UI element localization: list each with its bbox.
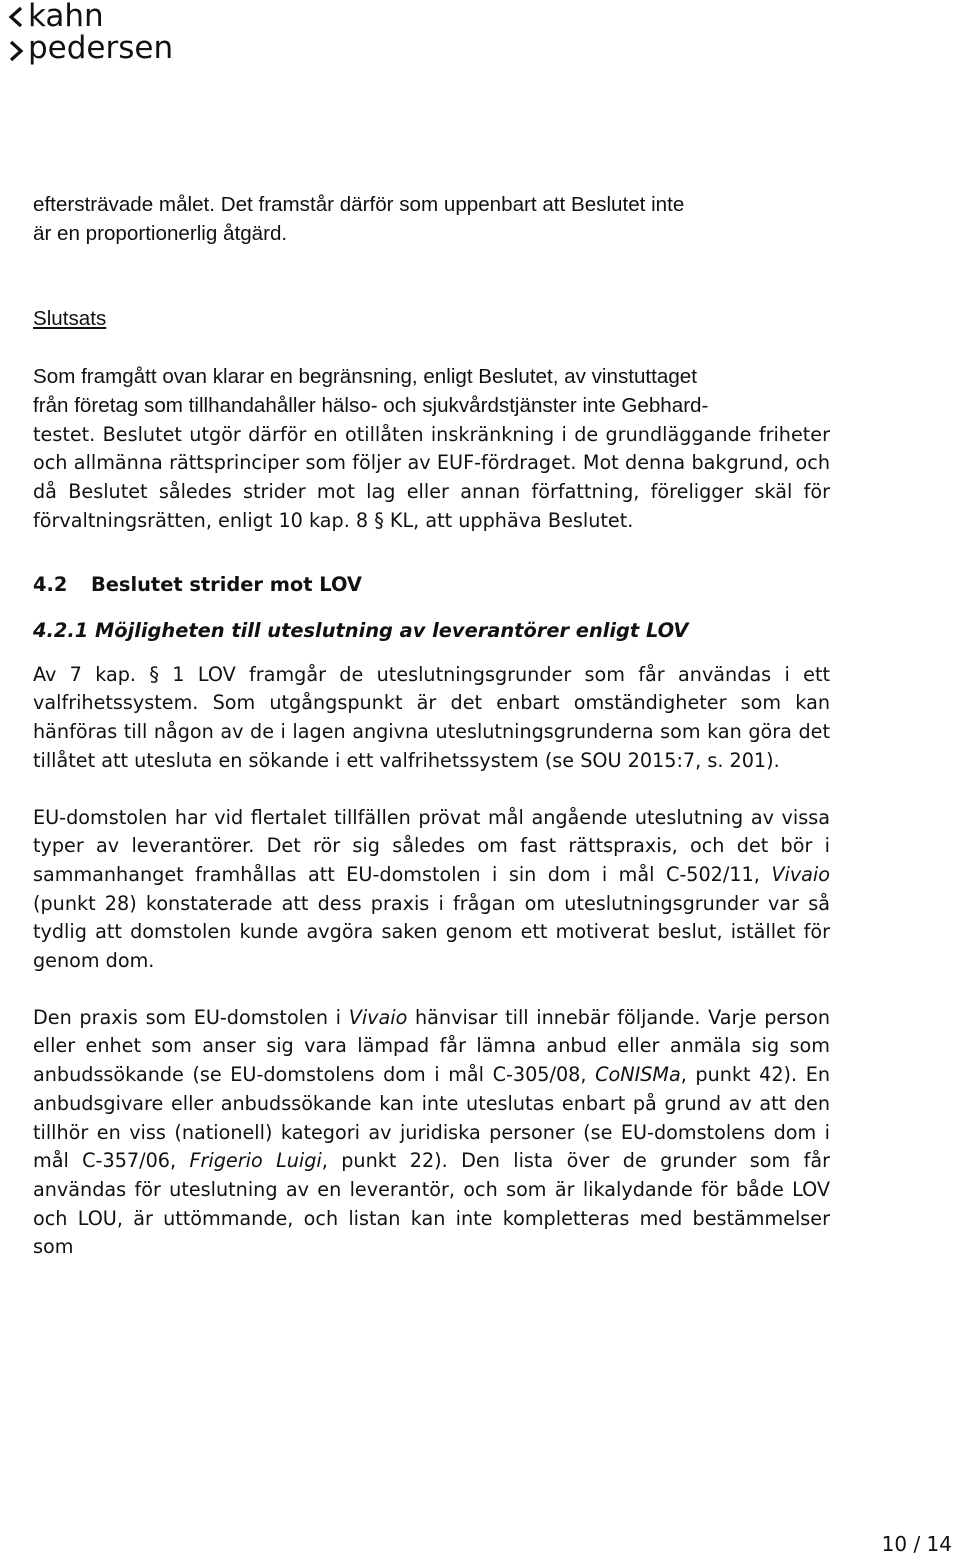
para1-line2: är en proportionerlig åtgärd.: [33, 221, 288, 245]
para2-rest: testet. Beslutet utgör därför en otillåten inskränkning i de grundläggande friheter och allmänna rättsprinciper som följer av EUF-fördraget. Mot denna bakgrund, och då Beslutet således strider mot lag eller annan författning, föreligger skäl för förvaltningsrätten, enligt 10 kap. 8 § KL, att upphäva Beslutet.: [33, 422, 830, 532]
section-heading-4-2: [33, 571, 830, 600]
paragraph-eu-court-practice: EU-domstolen har vid flertalet tillfällen prövat mål angående uteslutning av vissa typer av leverantörer. Det rör sig således om fast rättspraxis, och det bör i sammanhanget framhållas att EU-domstolen i sin dom i mål C-502/11, Vivaio (punkt 28) konstaterade att dess praxis i frågan om uteslutningsgrunder var så tydlig att domstolen kunde avgöra saken genom ett motiverat beslut, istället för genom dom.: [33, 805, 830, 973]
logo-line-2: pedersen: [28, 30, 174, 66]
subsection-heading-4-2-1: 4.2.1 Möjligheten till uteslutning av leverantörer enligt LOV: [33, 619, 689, 643]
para1-line1: eftersträvade målet. Det framstår därför som uppenbart att Beslutet inte: [33, 193, 685, 216]
page-number: 10 / 14: [881, 1532, 952, 1556]
paragraph-lov-grounds: Av 7 kap. § 1 LOV framgår de uteslutningsgrunder som får användas i ett valfrihetssystem. Som utgångspunkt är det enbart omständigheter som kan hänföras till någon av de i lagen angivna uteslutningsgrunderna som kan göra det tillåtet att utesluta en sökande i ett valfrihetssystem (se SOU 2015:7, s. 201).: [33, 662, 830, 772]
section-title: Beslutet strider mot LOV: [91, 573, 362, 597]
document-body: [33, 191, 830, 1262]
case-name-frigerio-luigi: Frigerio Luigi: [189, 1149, 322, 1173]
logo-line-1: kahn: [28, 0, 104, 34]
chevron-left-icon: [8, 6, 24, 28]
case-name-vivaio: Vivaio: [771, 862, 830, 886]
case-name-conisma: CoNISMa: [595, 1063, 681, 1087]
slutsats-heading: Slutsats: [33, 307, 107, 331]
para2-line1: Som framgått ovan klarar en begränsning, enligt Beslutet, av vinstuttaget: [33, 365, 697, 389]
section-number: 4.2: [33, 573, 68, 597]
para2-line2: från företag som tillhandahåller hälso- och sjukvårdstjänster inte Gebhard-: [33, 393, 709, 417]
paragraph-proportionality-conclusion: [33, 191, 830, 248]
paragraph-slutsats: [33, 363, 830, 535]
case-name-vivaio-2: Vivaio: [348, 1005, 408, 1029]
chevron-right-icon: [8, 40, 24, 62]
paragraph-vivaio-praxis: Den praxis som EU-domstolen i Vivaio hänvisar till innebär följande. Varje person eller enhet som anser sig vara lämpad får lämna anbud eller anmäla sig som anbudssökande (se EU-domstolens dom i mål C-305/08, CoNISMa, punkt 42). En anbudsgivare eller anbudssökande kan inte uteslutas enbart på grund av att den tillhör en viss (nationell) kategori av juridiska personer (se EU-domstolens dom i mål C-357/06, Frigerio Luigi, punkt 22). Den lista över de grunder som får användas för uteslutning av en leverantör, och som är likalydande för både LOV och LOU, är uttömmande, och listan kan inte kompletteras med bestämmelser som: [33, 1005, 830, 1259]
kahn-pedersen-logo: [6, 0, 206, 72]
